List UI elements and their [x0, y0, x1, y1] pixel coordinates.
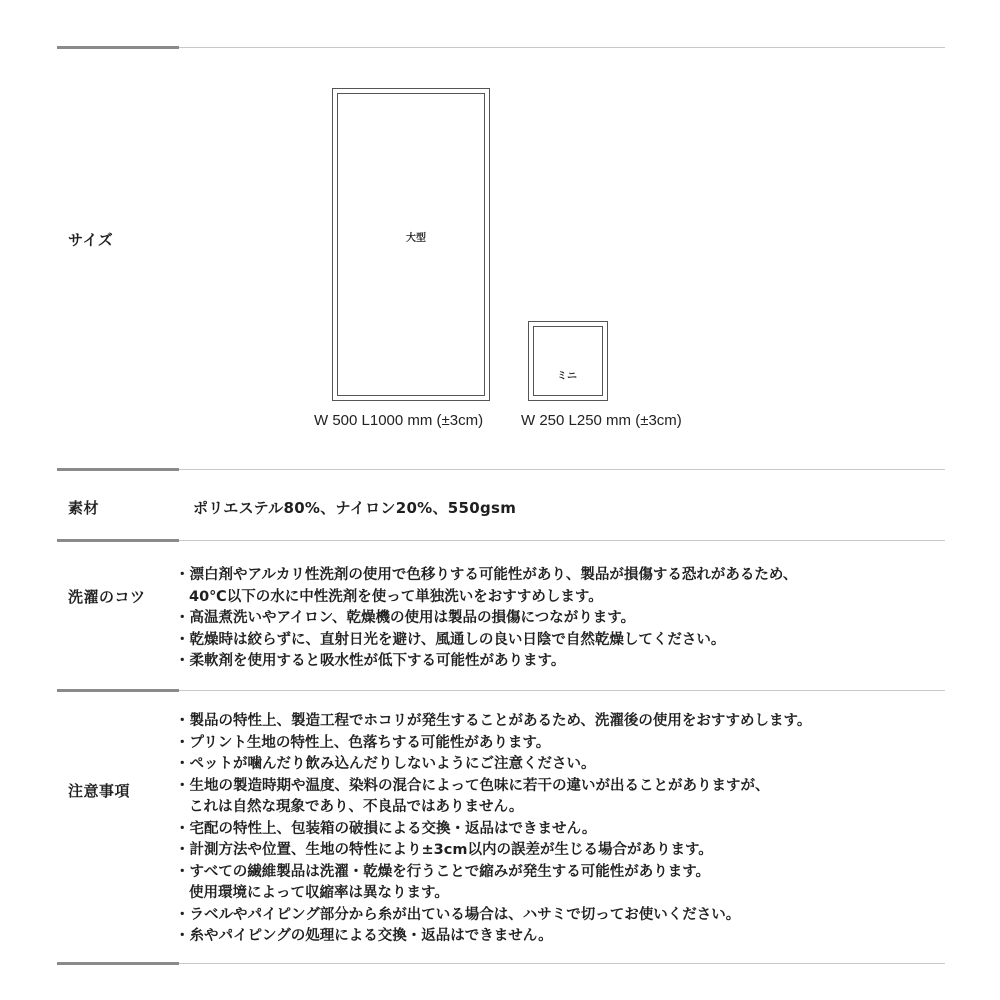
caution-item: [175, 905, 811, 927]
washing-tips-label: 洗濯のコツ: [68, 588, 146, 606]
material-value: ポリエステル80%、ナイロン20%、550gsm: [193, 499, 517, 517]
caution-item-text: ・糸やパイピングの処理による交換・返品はできません。: [175, 928, 553, 944]
caution-item: [175, 776, 811, 819]
caution-item-continuation: これは自然な現象であり、不良品ではありません。: [189, 799, 524, 815]
large-towel-diagram: [332, 88, 490, 401]
caution-item-text: ・宅配の特性上、包装箱の破損による交換・返品はできません。: [175, 820, 597, 837]
caution-item: [175, 926, 811, 948]
washing-tip-item-text: ・高温煮洗いやアイロン、乾燥機の使用は製品の損傷につながります。: [175, 610, 636, 626]
washing-tip-item: [175, 651, 797, 673]
mini-towel-dimension: W 250 L250 mm (±3cm): [521, 412, 682, 429]
caution-item: [175, 819, 811, 841]
mini-towel-label: ミニ: [557, 371, 577, 382]
caution-item-text: ・製品の特性上、製造工程でホコリが発生することがあるため、洗濯後の使用をおすすめします。: [175, 713, 812, 729]
caution-item-text: ・ラベルやパイピング部分から糸が出ている場合は、ハサミで切ってお使いください。: [175, 906, 741, 923]
section-divider-top: [57, 46, 945, 49]
washing-tip-item-text: ・柔軟剤を使用すると吸水性が低下する可能性があります。: [175, 653, 566, 669]
caution-label: 注意事項: [68, 782, 131, 800]
caution-item-text: ・ペットが噛んだり飲み込んだりしないようにご注意ください。: [175, 756, 596, 772]
caution-item-text: ・プリント生地の特性上、色落ちする可能性があります。: [175, 734, 551, 751]
section-divider-material: [57, 468, 945, 471]
washing-tip-item-continuation: 40℃以下の水に中性洗剤を使って単独洗いをおすすめします。: [189, 588, 603, 605]
washing-tip-item-text: ・乾燥時は絞らずに、直射日光を避け、風通しの良い日陰で自然乾燥してください。: [175, 631, 726, 648]
caution-item: [175, 862, 811, 905]
caution-item-continuation: 使用環境によって収縮率は異なります。: [189, 885, 449, 901]
section-divider-washing: [57, 539, 945, 542]
caution-item: [175, 840, 811, 862]
caution-list: [175, 711, 811, 948]
large-towel-label: 大型: [406, 233, 426, 244]
size-label: サイズ: [68, 231, 114, 249]
caution-item-text: ・計測方法や位置、生地の特性により±3cm以内の誤差が生じる場合があります。: [175, 842, 713, 858]
caution-item-text: ・すべての繊維製品は洗濯・乾燥を行うことで縮みが発生する可能性があります。: [175, 863, 711, 880]
caution-item: [175, 733, 811, 755]
section-divider-caution: [57, 689, 945, 692]
caution-item: [175, 754, 811, 776]
large-towel-dimension: W 500 L1000 mm (±3cm): [314, 412, 484, 429]
caution-item-text: ・生地の製造時期や温度、染料の混合によって色味に若干の違いが出ることがありますが、: [175, 777, 770, 794]
section-divider-bottom: [57, 962, 945, 965]
washing-tips-list: [175, 565, 797, 673]
washing-tip-item-text: ・漂白剤やアルカリ性洗剤の使用で色移りする可能性があり、製品が損傷する恐れがあるため、: [175, 567, 798, 583]
washing-tip-item: [175, 608, 797, 630]
washing-tip-item: [175, 565, 797, 608]
washing-tip-item: [175, 630, 797, 652]
caution-item: [175, 711, 811, 733]
material-label: 素材: [68, 499, 100, 517]
mini-towel-diagram: [528, 321, 608, 401]
